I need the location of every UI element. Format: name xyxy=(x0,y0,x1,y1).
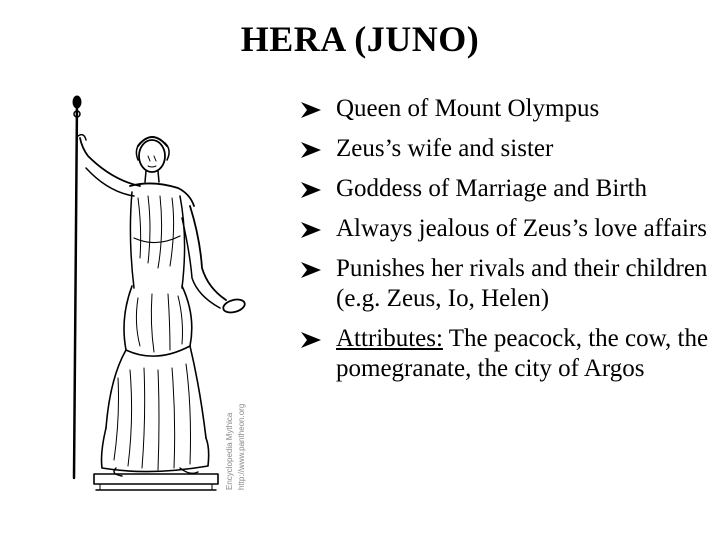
bullet-item xyxy=(300,254,710,314)
slide-title: HERA (JUNO) xyxy=(240,19,480,59)
arrow-bullet-icon xyxy=(300,101,322,119)
bullet-item xyxy=(300,214,710,244)
bullet-text: Zeus’s wife and sister xyxy=(336,135,554,162)
bullet-text: Queen of Mount Olympus xyxy=(336,95,600,122)
bullet-item xyxy=(300,94,710,124)
arrow-bullet-icon xyxy=(300,181,322,199)
arrow-bullet-icon xyxy=(300,221,322,239)
bullet-text: Always jealous of Zeus’s love affairs xyxy=(336,215,707,242)
bullet-item xyxy=(300,134,710,164)
arrow-bullet-icon xyxy=(300,331,322,349)
bullet-list xyxy=(300,94,710,394)
bullet-text: Punishes her rivals and their children (e.g. Zeus, Io, Helen) xyxy=(336,255,708,312)
image-watermark xyxy=(222,300,262,490)
bullet-text: Goddess of Marriage and Birth xyxy=(336,175,648,202)
watermark-line-2: http://www.pantheon.org xyxy=(237,403,246,490)
bullet-item xyxy=(300,324,710,384)
bullet-text: The peacock, the cow, the pomegranate, the city of Argos xyxy=(336,325,709,382)
watermark-line-1: Encyclopedia Mythica xyxy=(225,412,234,490)
arrow-bullet-icon xyxy=(300,141,322,159)
attributes-label: Attributes: xyxy=(336,325,443,352)
bullet-item xyxy=(300,174,710,204)
arrow-bullet-icon xyxy=(300,261,322,279)
